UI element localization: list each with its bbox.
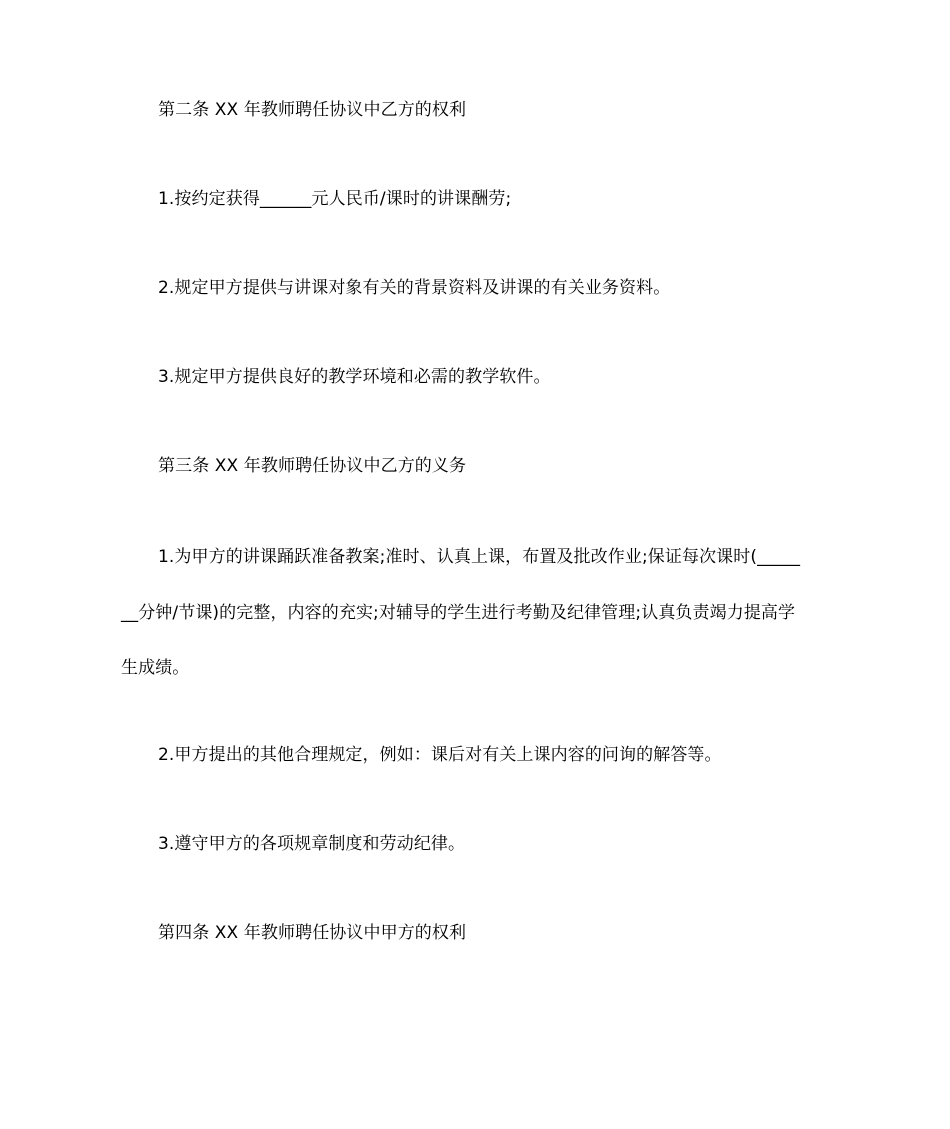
article-3-item-1-line-3: 生成绩。 bbox=[121, 658, 190, 678]
article-2-item-2: 2.规定甲方提供与讲课对象有关的背景资料及讲课的有关业务资料。 bbox=[158, 278, 671, 298]
article-2-item-1: 1.按约定获得______元人民币/课时的讲课酬劳; bbox=[158, 189, 512, 209]
article-4-heading: 第四条 XX 年教师聘任协议中甲方的权利 bbox=[158, 923, 467, 943]
article-2-heading: 第二条 XX 年教师聘任协议中乙方的权利 bbox=[158, 100, 467, 120]
article-3-item-2: 2.甲方提出的其他合理规定，例如：课后对有关上课内容的问询的解答等。 bbox=[158, 745, 722, 765]
article-3-item-1-line-2: __分钟/节课)的完整，内容的充实;对辅导的学生进行考勤及纪律管理;认真负责竭力提高学 bbox=[121, 603, 796, 623]
article-3-heading: 第三条 XX 年教师聘任协议中乙方的义务 bbox=[158, 456, 467, 476]
article-3-item-3: 3.遵守甲方的各项规章制度和劳动纪律。 bbox=[158, 834, 466, 854]
article-2-item-3: 3.规定甲方提供良好的教学环境和必需的教学软件。 bbox=[158, 367, 551, 387]
article-3-item-1-line-1: 1.为甲方的讲课踊跃准备教案;准时、认真上课，布置及批改作业;保证每次课时(_____ bbox=[158, 547, 801, 567]
